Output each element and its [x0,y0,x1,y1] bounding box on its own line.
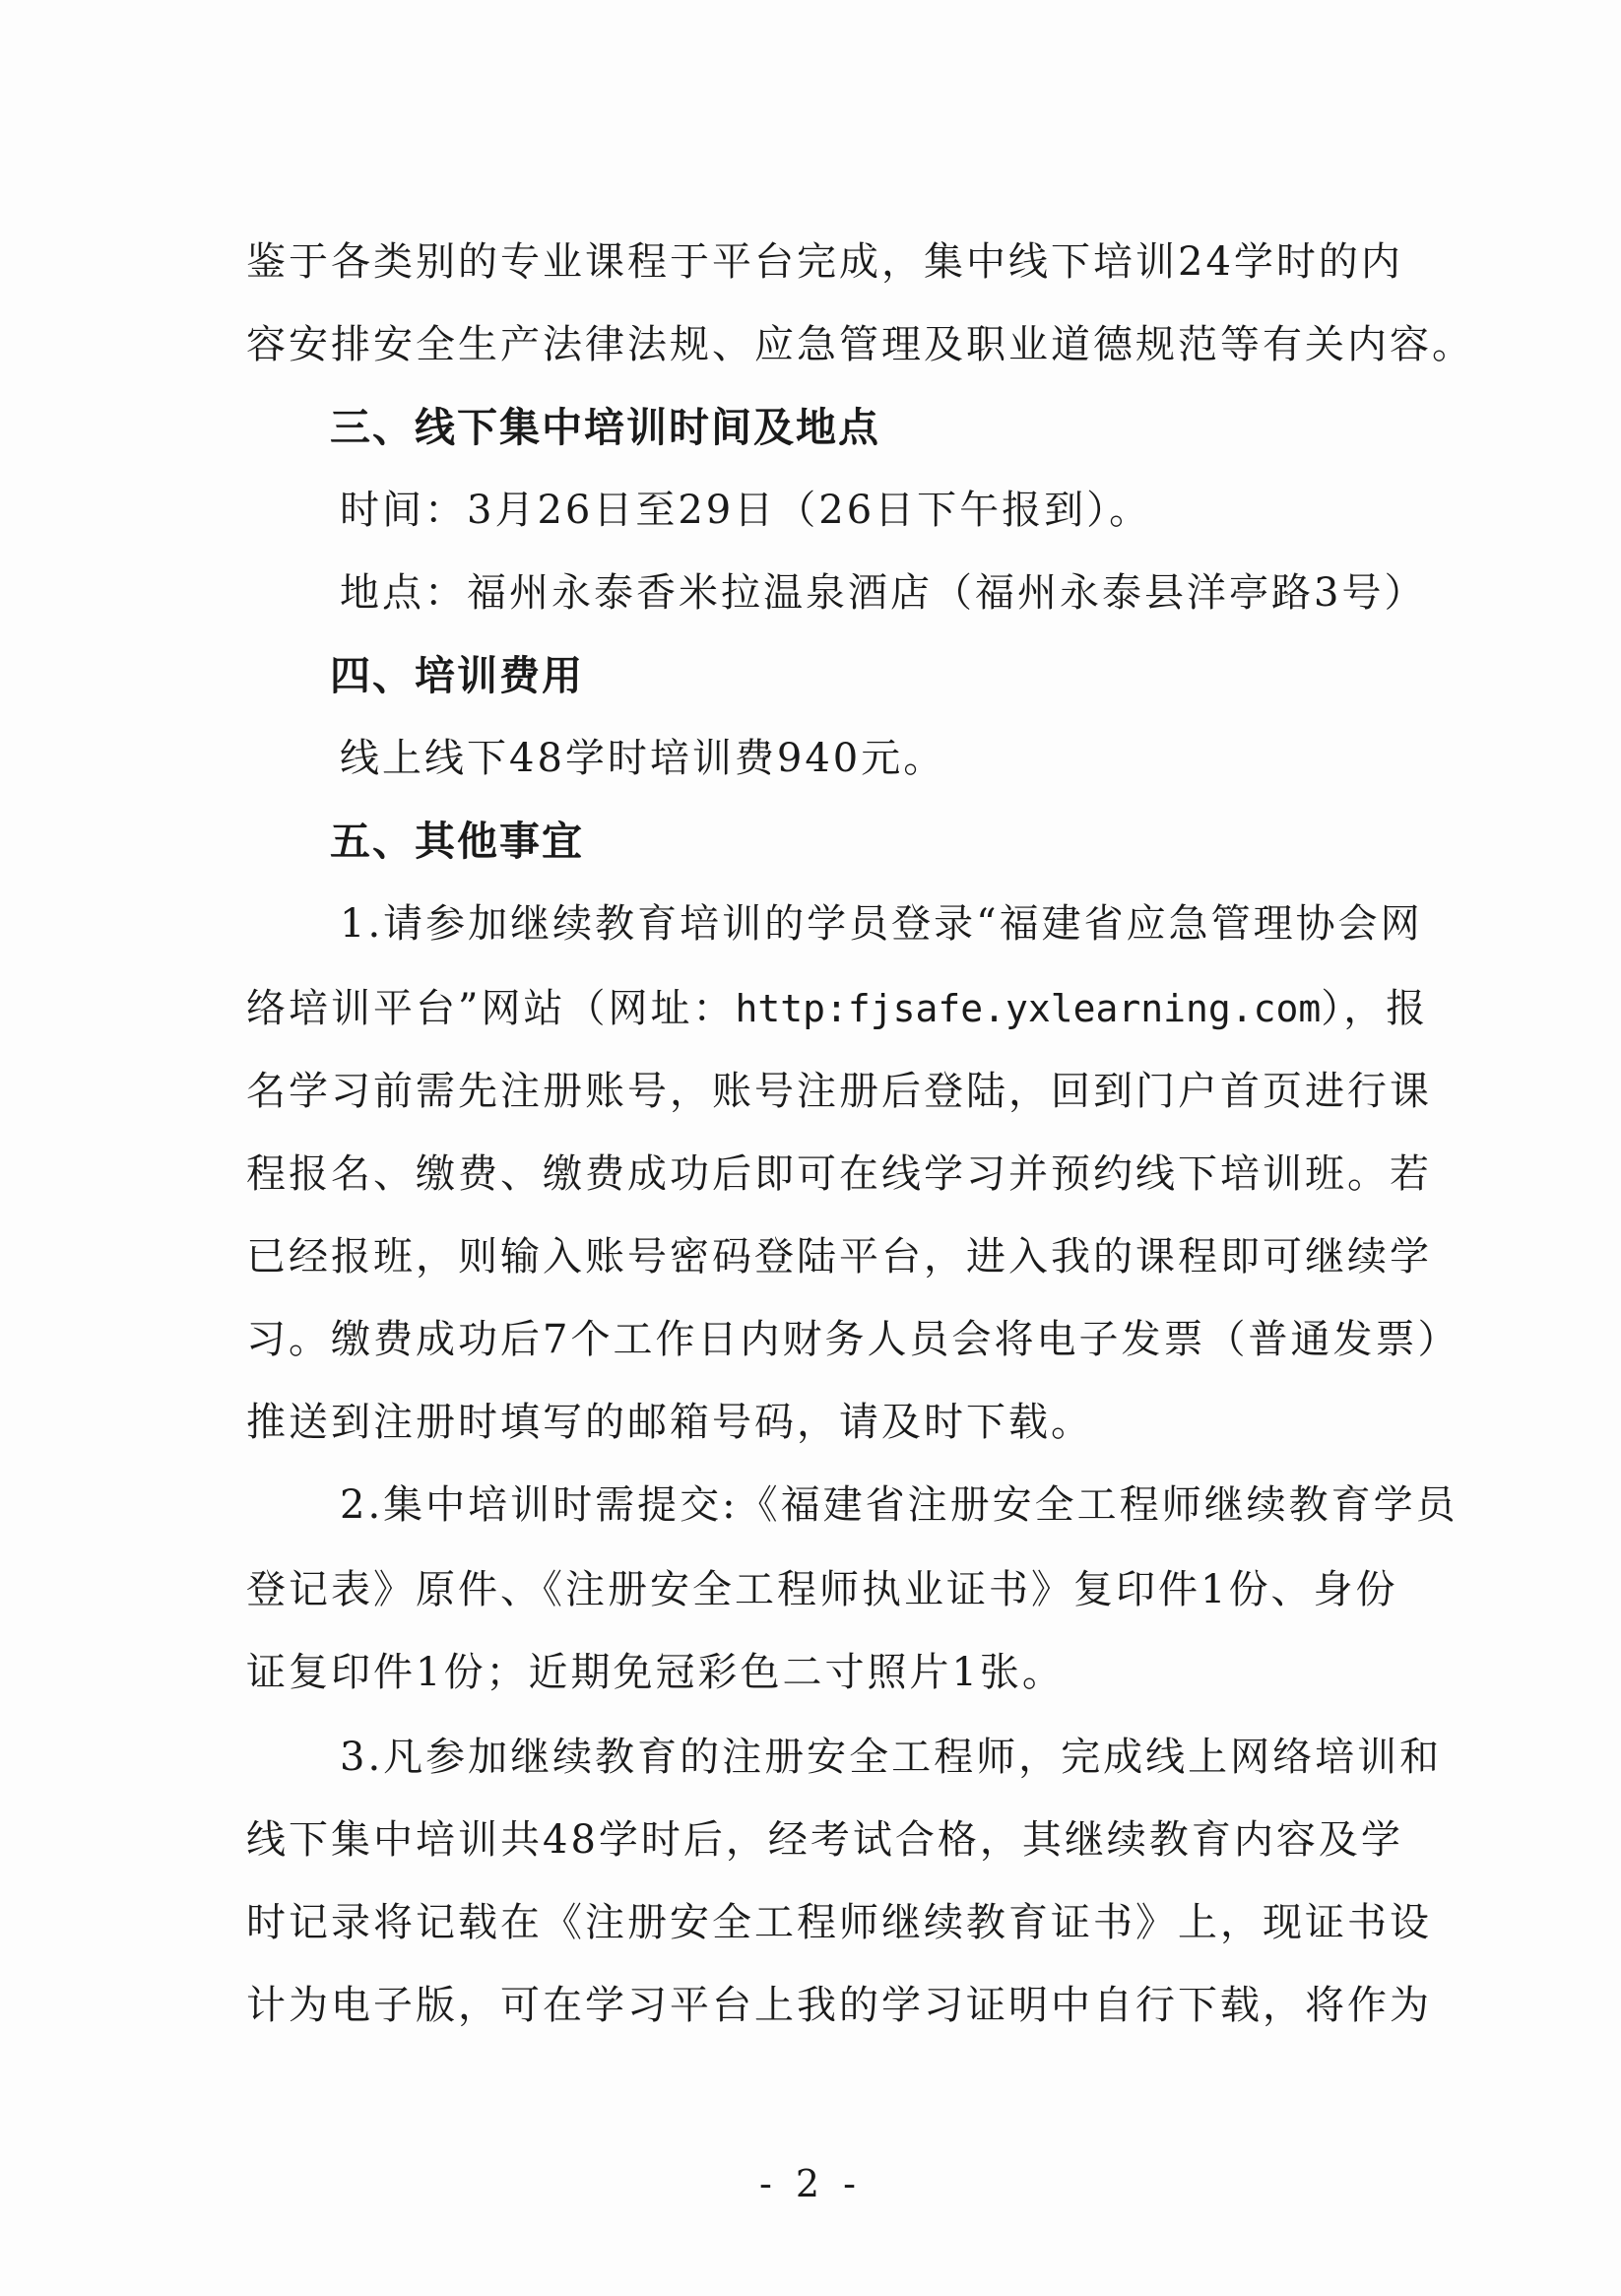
website-url: http:fjsafe.yxlearning.com [735,987,1322,1030]
training-fee: 线上线下48学时培训费940元。 [340,736,946,781]
item-2-line: 2.集中培训时需提交:《福建省注册安全工程师继续教育学员 [340,1482,1459,1528]
section-heading: 四、培训费用 [330,652,584,699]
body-line: 容安排安全生产法律法规、应急管理及职业道德规范等有关内容。 [246,322,1474,367]
page-number: - 2 - [758,2162,862,2205]
item-1-line: 已经报班，则输入账号密码登陆平台，进入我的课程即可继续学 [246,1234,1432,1279]
item-1-line: 名学习前需先注册账号，账号注册后登陆，回到门户首页进行课 [246,1069,1432,1114]
item-3-line: 线下集中培训共48学时后，经考试合格，其继续教育内容及学 [246,1817,1403,1863]
item-1-line: 程报名、缴费、缴费成功后即可在线学习并预约线下培训班。若 [246,1151,1432,1197]
item-2-line: 证复印件1份；近期免冠彩色二寸照片1张。 [246,1650,1065,1695]
section-heading: 三、线下集中培训时间及地点 [330,404,880,451]
training-time: 时间：3月26日至29日（26日下午报到）。 [340,488,1152,533]
item-1-line: 习。缴费成功后7个工作日内财务人员会将电子发票（普通发票） [246,1317,1460,1362]
item-1-line [246,985,1428,1032]
item-1-text: ），报 [1321,986,1429,1031]
body-line: 鉴于各类别的专业课程于平台完成，集中线下培训24学时的内 [246,239,1403,285]
training-location: 地点：福州永泰香米拉温泉酒店（福州永泰县洋亭路3号） [340,570,1427,616]
item-1-line: 1.请参加继续教育培训的学员登录“福建省应急管理协会网 [340,901,1423,947]
item-3-line: 时记录将记载在《注册安全工程师继续教育证书》上，现证书设 [246,1900,1432,1945]
item-2-line: 登记表》原件、《注册安全工程师执业证书》复印件1份、身份 [246,1567,1398,1612]
item-1-text: 络培训平台”网站（网址： [246,986,736,1031]
item-3-line: 计为电子版，可在学习平台上我的学习证明中自行下载，将作为 [246,1983,1432,2028]
item-1-line: 推送到注册时填写的邮箱号码，请及时下载。 [246,1400,1093,1445]
section-heading: 五、其他事宜 [330,818,584,865]
item-3-line: 3.凡参加继续教育的注册安全工程师，完成线上网络培训和 [340,1735,1443,1780]
